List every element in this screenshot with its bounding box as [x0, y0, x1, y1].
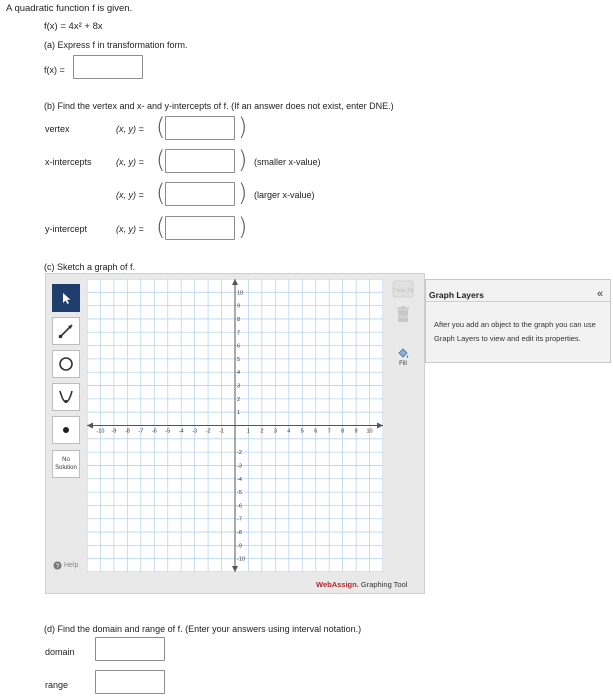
point-icon — [61, 425, 71, 435]
y-tick-label: -3 — [237, 463, 242, 470]
x-tick-label: 4 — [287, 428, 291, 435]
line-icon — [57, 322, 75, 340]
y-tick-label: -8 — [237, 530, 242, 537]
y-tick-label: -10 — [237, 556, 245, 563]
graph-layers-header — [426, 280, 610, 302]
clear-all-label: Clear All — [392, 288, 414, 294]
x-tick-label: -9 — [111, 428, 117, 435]
range-input[interactable] — [95, 670, 165, 694]
y-tick-label: -2 — [237, 450, 242, 457]
graph-layers-title: Graph Layers — [429, 290, 484, 300]
clear-all-icon — [392, 280, 414, 298]
webassign-branding — [316, 580, 407, 589]
circle-icon — [57, 355, 75, 373]
y-tick-label: -5 — [237, 490, 242, 497]
part-a-prompt: (a) Express f in transformation form. — [44, 40, 188, 50]
fill-label: Fill — [399, 361, 407, 367]
x-tick-label: 1 — [246, 428, 250, 435]
y-tick-label: 9 — [237, 303, 241, 310]
trash-icon — [395, 305, 411, 323]
y-tick-label: 1 — [237, 410, 241, 417]
help-button[interactable] — [53, 561, 78, 570]
x-tick-label: -7 — [138, 428, 144, 435]
y-tick-label: -7 — [237, 516, 242, 523]
x-tick-label: -1 — [219, 428, 224, 435]
smaller-x-value-note: (smaller x-value) — [254, 157, 321, 167]
y-intercept-input[interactable] — [165, 216, 235, 240]
x-tick-label: 10 — [366, 428, 373, 435]
y-intercept-open-paren: ( — [156, 213, 166, 241]
y-tick-label: 2 — [237, 396, 241, 403]
vertex-input[interactable] — [165, 116, 235, 140]
x-intercepts-label: x-intercepts — [45, 157, 92, 167]
svg-text:?: ? — [55, 563, 60, 570]
x-tick-label: 5 — [300, 428, 304, 435]
x-tick-label: 9 — [354, 428, 358, 435]
help-icon — [53, 561, 62, 570]
vertex-open-paren: ( — [156, 113, 166, 141]
y-tick-label: 7 — [237, 330, 241, 337]
y-tick-label: 4 — [237, 370, 241, 377]
part-c-prompt: (c) Sketch a graph of f. — [44, 262, 136, 272]
x-tick-label: 6 — [314, 428, 318, 435]
x-tick-label: -4 — [178, 428, 184, 435]
y-intercept-label: y-intercept — [45, 224, 88, 234]
domain-label: domain — [45, 647, 75, 657]
y-tick-label: -4 — [237, 476, 242, 483]
clear-all-button[interactable] — [390, 279, 416, 299]
x-intercept-large-open-paren: ( — [156, 179, 166, 207]
x-intercept-small-open-paren: ( — [156, 146, 166, 174]
delete-button[interactable] — [390, 304, 416, 324]
y-intercept-close-paren: ) — [238, 213, 248, 241]
vertex-label: vertex — [45, 124, 70, 134]
fill-bucket-icon — [396, 348, 410, 361]
vertex-xy-label: (x, y) = — [116, 124, 144, 134]
y-tick-label: -6 — [237, 503, 242, 510]
part-b-prompt: (b) Find the vertex and x- and y-intercepts of f. (If an answer does not exist, enter DNE.) — [44, 101, 394, 111]
point-tool-button[interactable] — [52, 416, 80, 444]
x-tick-label: -8 — [124, 428, 130, 435]
pointer-tool-button[interactable] — [52, 284, 80, 312]
circle-tool-button[interactable] — [52, 350, 80, 378]
pointer-icon — [59, 291, 73, 305]
x-tick-label: -5 — [165, 428, 171, 435]
range-label: range — [45, 680, 69, 690]
function-definition: f(x) = 4x² + 8x — [44, 21, 103, 32]
fill-button[interactable] — [390, 348, 416, 374]
vertex-close-paren: ) — [238, 113, 248, 141]
graph-grid[interactable] — [87, 279, 383, 572]
y-tick-label: 10 — [237, 290, 244, 297]
larger-x-value-note: (larger x-value) — [254, 190, 315, 200]
x-tick-label: 2 — [260, 428, 264, 435]
parabola-icon — [57, 388, 75, 406]
y-tick-label: 5 — [237, 356, 241, 363]
webassign-brand-suffix: Graphing Tool — [358, 580, 408, 589]
x-intercept-small-xy-label: (x, y) = — [116, 157, 144, 167]
line-tool-button[interactable] — [52, 317, 80, 345]
graph-layers-panel — [425, 279, 611, 363]
no-solution-button[interactable]: No Solution — [52, 450, 80, 478]
y-tick-label: 6 — [237, 343, 241, 350]
parabola-tool-button[interactable] — [52, 383, 80, 411]
x-intercept-large-input[interactable] — [165, 182, 235, 206]
x-tick-label: 8 — [341, 428, 345, 435]
x-tick-label: -2 — [205, 428, 211, 435]
graphing-tool — [45, 273, 425, 594]
x-tick-label: -3 — [192, 428, 198, 435]
part-a-answer-label: f(x) = — [44, 65, 65, 75]
y-intercept-xy-label: (x, y) = — [116, 224, 144, 234]
x-tick-label: -6 — [151, 428, 157, 435]
webassign-brand-name: WebAssign. — [316, 580, 359, 589]
help-label: Help — [64, 562, 79, 569]
x-tick-label: -10 — [96, 428, 105, 435]
graph-layers-description: After you add an object to the graph you can use Graph Layers to view and edit its properties. — [434, 320, 596, 343]
x-intercept-small-close-paren: ) — [238, 146, 248, 174]
part-d-prompt: (d) Find the domain and range of f. (Enter your answers using interval notation.) — [44, 624, 362, 634]
x-tick-label: 3 — [273, 428, 277, 435]
delete-label: Delete — [396, 314, 410, 319]
x-tick-label: 7 — [327, 428, 331, 435]
y-tick-label: -9 — [237, 543, 242, 550]
problem-intro: A quadratic function f is given. — [6, 3, 133, 14]
y-tick-label: 8 — [237, 316, 241, 323]
y-tick-label: 3 — [237, 383, 241, 390]
x-intercept-large-xy-label: (x, y) = — [116, 190, 144, 200]
graph-layers-collapse-button[interactable]: « — [597, 288, 604, 300]
x-intercept-small-input[interactable] — [165, 149, 235, 173]
domain-input[interactable] — [95, 637, 165, 661]
transformation-form-input[interactable] — [73, 55, 143, 79]
x-intercept-large-close-paren: ) — [238, 179, 248, 207]
